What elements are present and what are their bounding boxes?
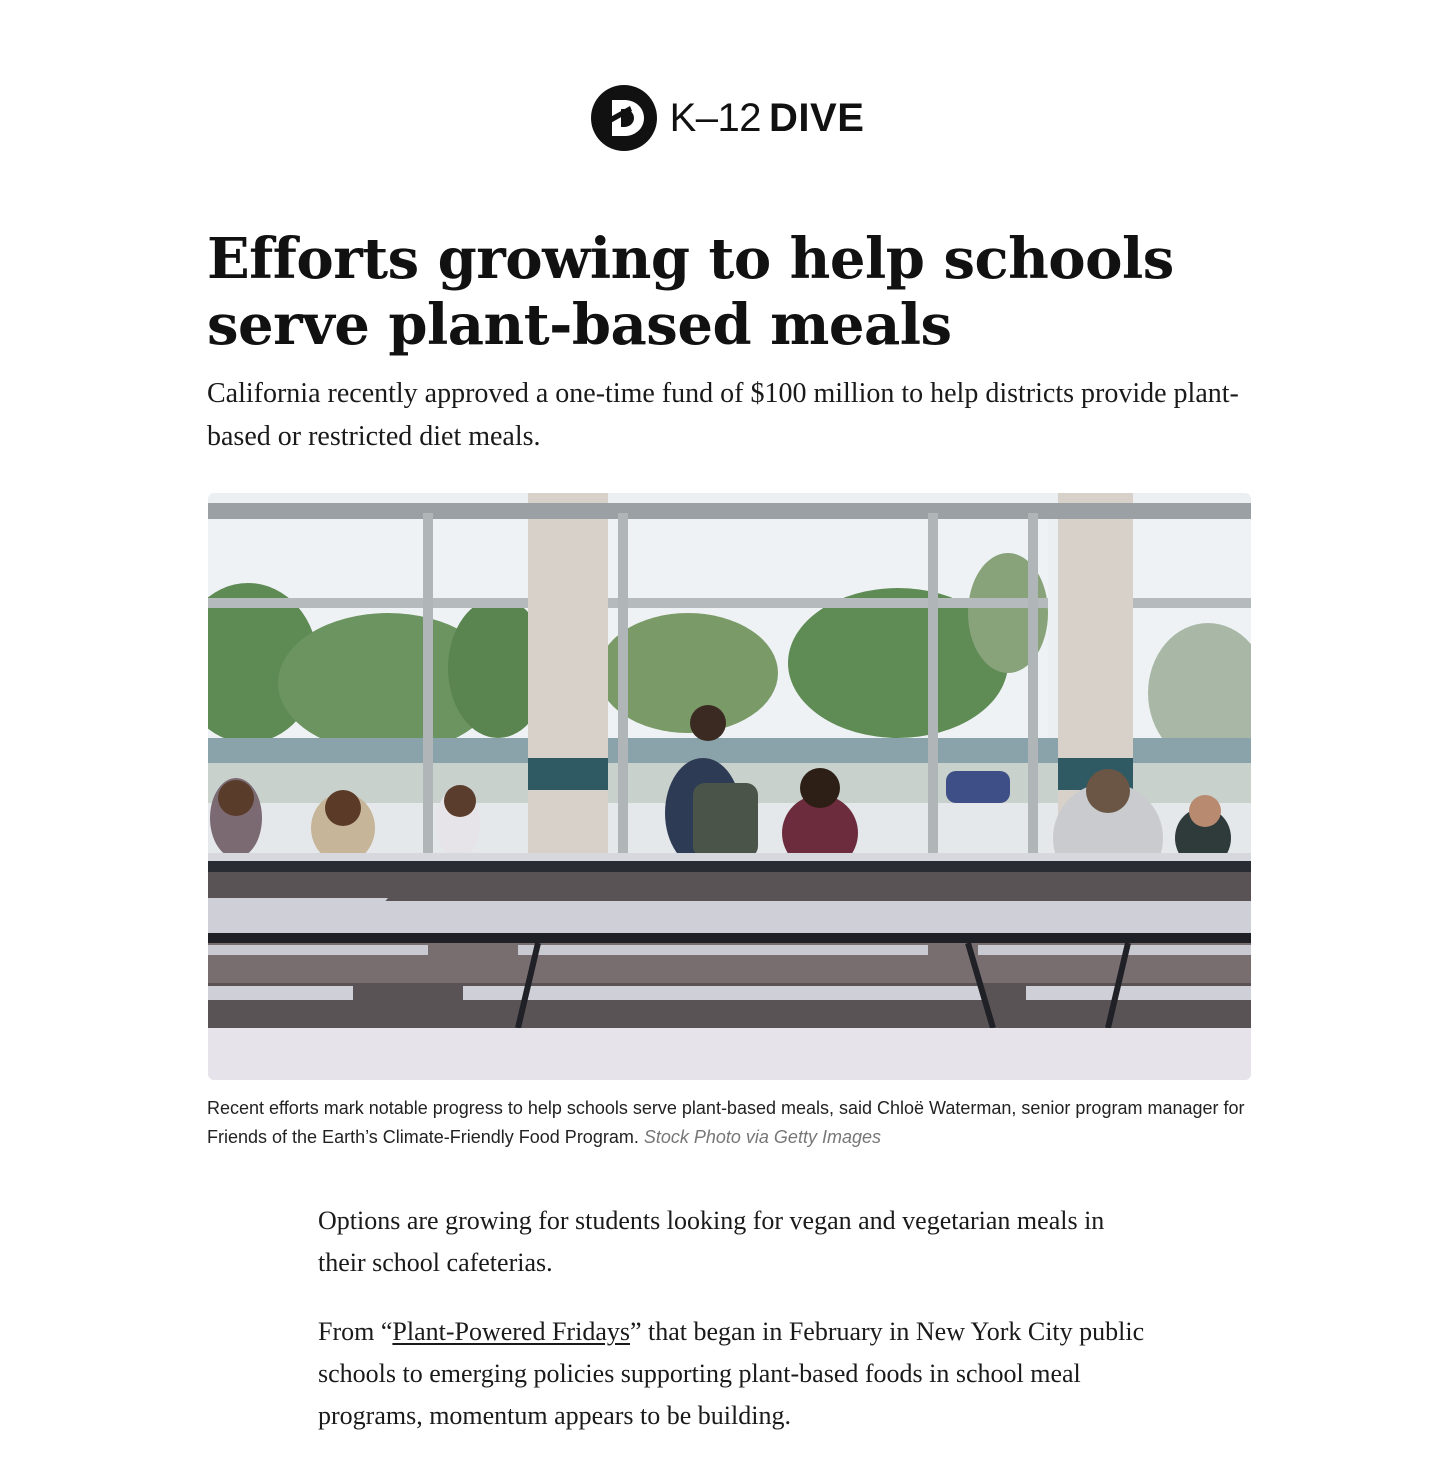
photo-credit: Stock Photo via Getty Images xyxy=(643,1127,881,1147)
wordmark-dive: DIVE xyxy=(769,95,865,140)
article-body xyxy=(318,1200,1148,1464)
dive-logo-icon xyxy=(590,84,658,152)
plant-powered-fridays-link[interactable]: Plant-Powered Fridays xyxy=(392,1317,630,1346)
paragraph-prefix: From “ xyxy=(318,1317,393,1346)
site-logo[interactable] xyxy=(590,84,865,152)
paragraph-suffix: ” that began in February in New York City public schools to emerging policies supporting plant-based foods in school meal programs, momentum appears to be building. xyxy=(318,1317,1145,1430)
site-wordmark xyxy=(670,96,865,141)
caption-text: Recent efforts mark notable progress to help schools serve plant-based meals, said Chloë Waterman, senior program manager for Friends of the Earth’s Climate-Friendly Food Program. xyxy=(207,1098,1245,1147)
body-paragraph xyxy=(318,1311,1148,1437)
article-hero-image xyxy=(208,493,1251,1080)
wordmark-k12: K–12 xyxy=(669,95,762,140)
body-paragraph xyxy=(318,1200,1148,1284)
article-headline: Efforts growing to help schools serve plant-based meals xyxy=(207,226,1174,358)
masthead xyxy=(0,84,1454,152)
paragraph-text: Options are growing for students looking for vegan and vegetarian meals in their school cafeterias. xyxy=(318,1206,1105,1277)
cafeteria-photo xyxy=(208,493,1251,1080)
image-caption xyxy=(207,1094,1247,1152)
article-dek: California recently approved a one-time fund of $100 million to help districts provide plant-based or restricted diet meals. xyxy=(207,378,1239,452)
